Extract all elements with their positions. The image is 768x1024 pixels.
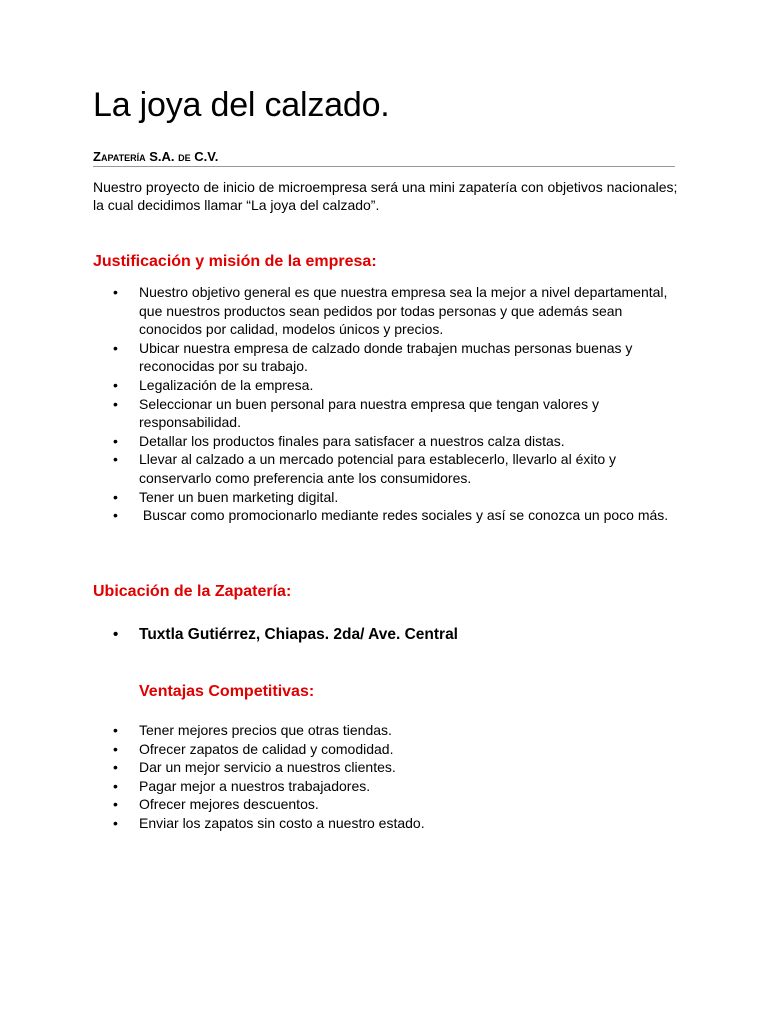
list-item bbox=[113, 625, 699, 645]
list-item bbox=[113, 450, 684, 487]
location-address: Tuxtla Gutiérrez, Chiapas. 2da/ Ave. Central bbox=[139, 626, 458, 643]
document-subtitle: Zapatería S.A. de C.V. bbox=[93, 149, 675, 167]
bullet-icon: • bbox=[113, 759, 118, 776]
list-item-text: Ubicar nuestra empresa de calzado donde trabajen muchas personas buenas y reconocidas por su trabajo. bbox=[139, 339, 633, 375]
bullet-icon: • bbox=[113, 432, 118, 449]
ubicacion-list bbox=[113, 625, 699, 645]
bullet-icon: • bbox=[113, 284, 118, 300]
list-item-text: Detallar los productos finales para satisfacer a nuestros calza distas. bbox=[139, 432, 565, 449]
list-item-text: Tener un buen marketing digital. bbox=[139, 488, 339, 505]
list-item bbox=[113, 795, 684, 814]
list-item bbox=[113, 488, 684, 507]
list-item-text: Llevar al calzado a un mercado potencial para establecerlo, llevarlo al éxito y conservarlo como preferencia ante los consumidores. bbox=[139, 451, 617, 486]
list-item-text: Tener mejores precios que otras tiendas. bbox=[139, 722, 392, 738]
bullet-icon: • bbox=[113, 626, 119, 643]
bullet-icon: • bbox=[113, 722, 118, 738]
section-heading-justificacion: Justificación y misión de la empresa: bbox=[93, 253, 377, 270]
list-item bbox=[113, 432, 684, 451]
list-item bbox=[113, 740, 684, 759]
list-item bbox=[113, 721, 684, 740]
list-item-text: Buscar como promocionarlo mediante redes sociales y así se conozca un poco más. bbox=[139, 507, 669, 524]
bullet-icon: • bbox=[113, 740, 118, 757]
bullet-icon: • bbox=[113, 507, 118, 524]
bullet-icon: • bbox=[113, 777, 118, 794]
list-item-text: Nuestro objetivo general es que nuestra empresa sea la mejor a nivel departamental, que nuestros productos sean pedidos por todas personas y que además sean conocidos por calidad, modelos únicos y precios. bbox=[139, 284, 668, 338]
bullet-icon: • bbox=[113, 339, 118, 356]
list-item bbox=[113, 283, 684, 339]
bullet-icon: • bbox=[113, 395, 118, 412]
section-heading-ubicacion: Ubicación de la Zapatería: bbox=[93, 583, 292, 600]
list-item bbox=[113, 506, 684, 525]
list-item bbox=[113, 777, 684, 796]
list-item-text: Ofrecer zapatos de calidad y comodidad. bbox=[139, 740, 394, 757]
list-item-text: Enviar los zapatos sin costo a nuestro estado. bbox=[139, 814, 425, 831]
intro-paragraph: Nuestro proyecto de inicio de microempresa será una mini zapatería con objetivos nacionales; la cual decidimos llamar “La joya del calzado”. bbox=[93, 179, 678, 213]
bullet-icon: • bbox=[113, 488, 118, 505]
list-item-text: Seleccionar un buen personal para nuestra empresa que tengan valores y responsabilidad. bbox=[139, 395, 599, 431]
ventajas-list bbox=[113, 721, 684, 833]
section-heading-ventajas: Ventajas Competitivas: bbox=[139, 683, 315, 700]
bullet-icon: • bbox=[113, 451, 118, 468]
list-item bbox=[113, 814, 684, 833]
list-item bbox=[113, 339, 684, 376]
bullet-icon: • bbox=[113, 376, 118, 393]
list-item-text: Dar un mejor servicio a nuestros clientes. bbox=[139, 759, 396, 776]
document-title: La joya del calzado. bbox=[93, 86, 390, 124]
list-item-text: Legalización de la empresa. bbox=[139, 376, 314, 393]
list-item bbox=[113, 758, 684, 777]
list-item-text: Pagar mejor a nuestros trabajadores. bbox=[139, 777, 371, 794]
list-item bbox=[113, 376, 684, 395]
justificacion-list bbox=[113, 283, 684, 525]
bullet-icon: • bbox=[113, 796, 118, 813]
list-item bbox=[113, 395, 684, 432]
bullet-icon: • bbox=[113, 814, 118, 831]
list-item-text: Ofrecer mejores descuentos. bbox=[139, 796, 319, 813]
